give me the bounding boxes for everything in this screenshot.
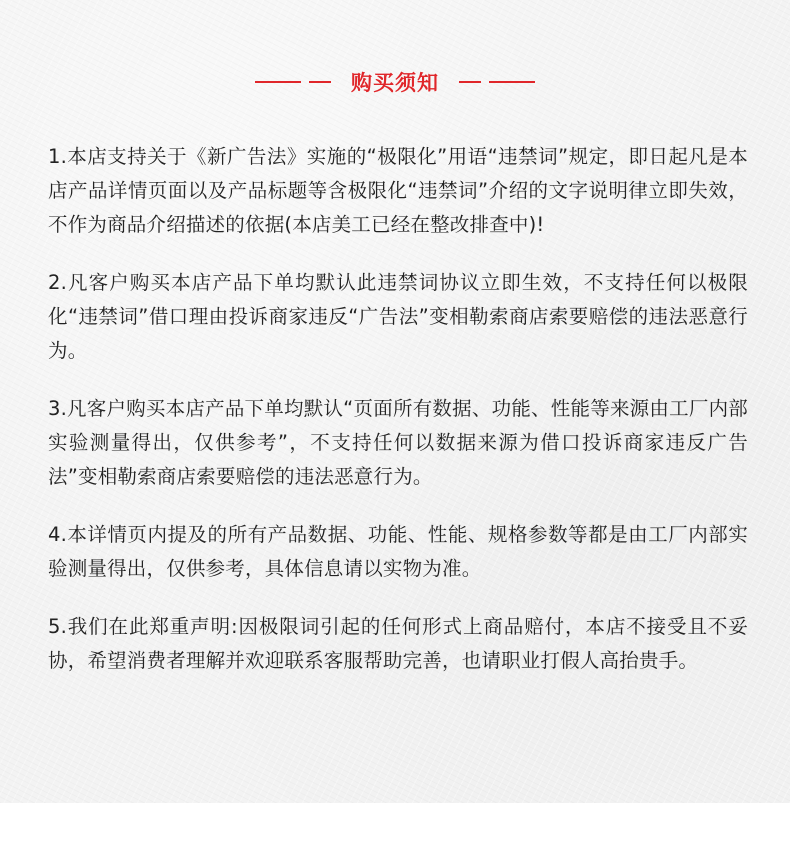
right-dash-1 <box>459 81 481 83</box>
notice-item-1: 1.本店支持关于《新广告法》实施的“极限化”用语“违禁词”规定，即日起凡是本店产品详情页面以及产品标题等含极限化“违禁词”介绍的文字说明律立即失效，不作为商品介绍描述的依据(本店美工已经在整改排查中)! <box>48 145 748 236</box>
notice-item-3: 3.凡客户购买本店产品下单均默认“页面所有数据、功能、性能等来源由工厂内部实验测量得出，仅供参考”，不支持任何以数据来源为借口投诉商家违反广告法”变相勒索商店索要赔偿的违法恶意行为。 <box>48 397 748 488</box>
notice-item-4: 4.本详情页内提及的所有产品数据、功能、性能、规格参数等都是由工厂内部实验测量得出，仅供参考，具体信息请以实物为准。 <box>48 523 748 580</box>
notice-content <box>48 140 748 702</box>
right-dash-2 <box>489 81 535 83</box>
title-row <box>0 62 790 102</box>
left-dash-2 <box>309 81 331 83</box>
notice-item-2: 2.凡客户购买本店产品下单均默认此违禁词协议立即生效，不支持任何以极限化“违禁词”借口理由投诉商家违反“广告法”变相勒索商店索要赔偿的违法恶意行为。 <box>48 271 748 362</box>
left-ornament <box>251 81 335 83</box>
notice-item-5: 5.我们在此郑重声明:因极限词引起的任何形式上商品赔付，本店不接受且不妥协，希望消费者理解并欢迎联系客服帮助完善，也请职业打假人高抬贵手。 <box>48 615 748 672</box>
page-title: 购买须知 <box>351 71 439 95</box>
right-ornament <box>455 81 539 83</box>
left-dash-1 <box>255 81 301 83</box>
